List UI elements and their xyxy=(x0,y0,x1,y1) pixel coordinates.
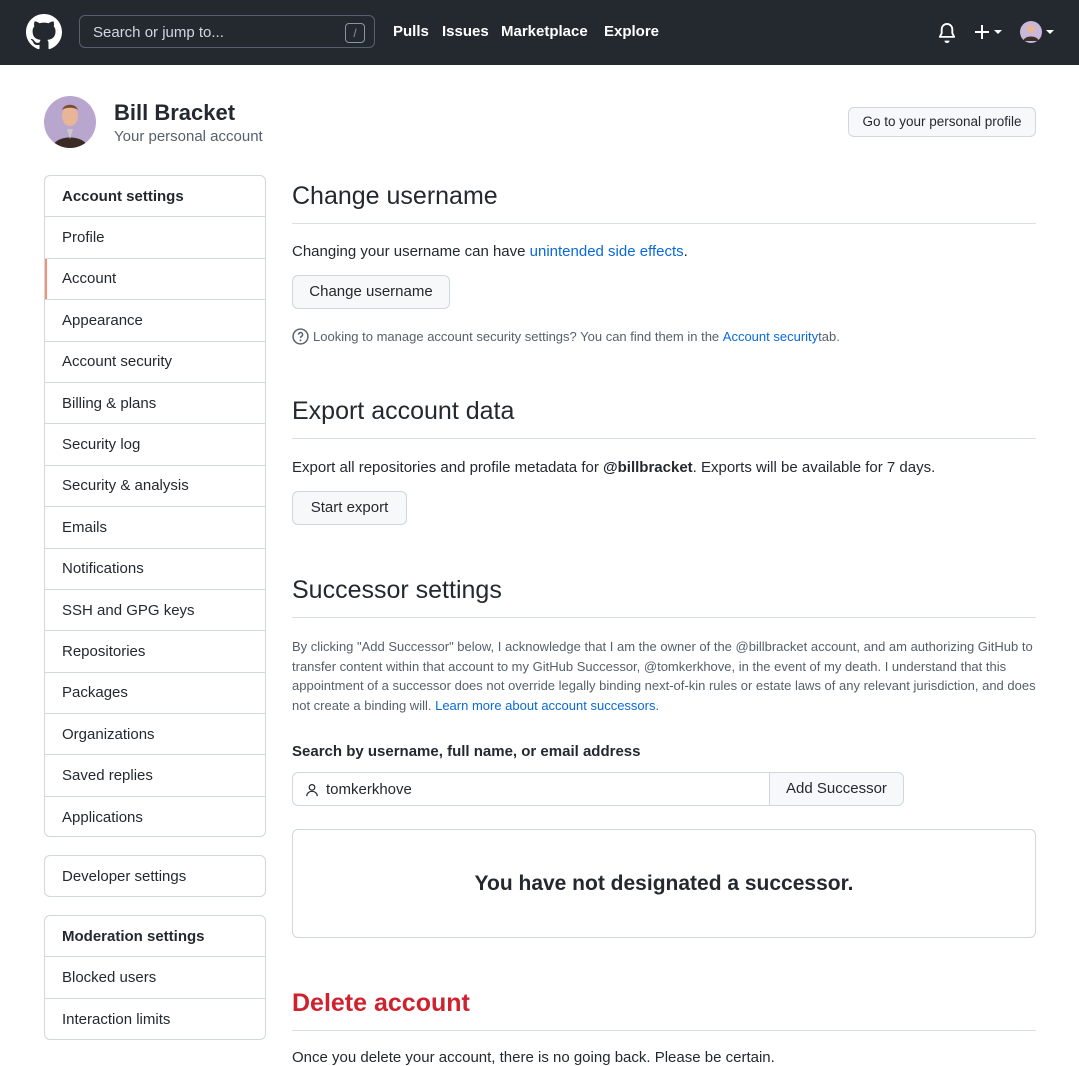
sidebar-item-saved-replies[interactable]: Saved replies xyxy=(45,755,265,796)
menu-heading-moderation-settings: Moderation settings xyxy=(45,916,265,957)
user-avatar-menu-icon[interactable] xyxy=(1019,20,1055,44)
successor-search-value: tomkerkhove xyxy=(326,781,412,798)
successor-disclaimer-text: By clicking "Add Successor" below, I acknowledge that I am the owner of the @billbracket account, and am authorizing GitHub to transfer content within that account to my GitHub Successor, @tomkerkhove, in the event of my death. I understand that this appointment of a successor does not override legally binding next-of-kin rules or estate laws of any relevant jurisdiction, and does not create a binding will. xyxy=(292,639,1036,714)
avatar xyxy=(44,96,96,148)
sidebar-item-appearance[interactable]: Appearance xyxy=(45,300,265,341)
sidebar-item-developer-settings[interactable]: Developer settings xyxy=(62,867,187,885)
change-username-text-before: Changing your username can have xyxy=(292,243,530,260)
account-subtitle: Your personal account xyxy=(114,128,263,145)
nav-issues[interactable]: Issues xyxy=(442,23,489,40)
start-export-button[interactable]: Start export xyxy=(292,491,407,525)
go-to-profile-button[interactable]: Go to your personal profile xyxy=(848,107,1036,137)
sidebar-item-billing[interactable]: Billing & plans xyxy=(45,383,265,424)
search-placeholder: Search or jump to... xyxy=(93,24,224,41)
sidebar-item-ssh-gpg-keys[interactable]: SSH and GPG keys xyxy=(45,590,265,631)
moderation-settings-menu xyxy=(44,915,266,1040)
sidebar-item-repositories[interactable]: Repositories xyxy=(45,631,265,672)
account-security-link[interactable]: Account security xyxy=(722,329,819,344)
section-title-change-username: Change username xyxy=(292,182,498,210)
sidebar-item-security-analysis[interactable]: Security & analysis xyxy=(45,466,265,507)
no-successor-message: You have not designated a successor. xyxy=(474,872,854,895)
user-photo xyxy=(44,96,96,148)
successor-search-input[interactable] xyxy=(292,772,770,806)
question-icon xyxy=(292,328,309,345)
section-title-successor: Successor settings xyxy=(292,576,502,604)
account-name: Bill Bracket xyxy=(114,100,236,125)
create-new-plus-icon[interactable] xyxy=(973,20,1005,44)
divider xyxy=(292,223,1036,224)
menu-heading-account-settings: Account settings xyxy=(45,176,265,217)
sidebar-item-applications[interactable]: Applications xyxy=(62,809,143,827)
successor-disclaimer xyxy=(292,637,1036,716)
sidebar-item-blocked-users[interactable]: Blocked users xyxy=(45,957,265,998)
learn-more-successors-link[interactable]: Learn more about account successors. xyxy=(435,698,660,714)
export-text-after: . Exports will be available for 7 days. xyxy=(692,459,936,476)
divider xyxy=(292,438,1036,439)
keyboard-shortcut-badge: / xyxy=(345,23,365,43)
bell-icon[interactable] xyxy=(937,23,957,43)
sidebar-item-organizations[interactable]: Organizations xyxy=(45,714,265,755)
unintended-side-effects-link[interactable]: unintended side effects xyxy=(529,243,684,260)
sidebar-item-notifications[interactable]: Notifications xyxy=(45,549,265,590)
delete-account-text: Once you delete your account, there is no going back. Please be certain. xyxy=(292,1049,775,1066)
sidebar-item-profile[interactable]: Profile xyxy=(45,217,265,258)
sidebar-item-account[interactable]: Account xyxy=(45,259,265,300)
nav-explore[interactable]: Explore xyxy=(604,23,660,40)
divider xyxy=(292,617,1036,618)
section-title-export: Export account data xyxy=(292,397,515,425)
account-settings-menu xyxy=(44,175,266,837)
search-input[interactable] xyxy=(79,15,375,48)
divider xyxy=(292,1030,1036,1031)
export-text-before: Export all repositories and profile metadata for xyxy=(292,459,603,476)
note-text-after: tab. xyxy=(818,329,840,344)
github-logo-icon[interactable] xyxy=(26,14,62,50)
section-title-delete-account: Delete account xyxy=(292,989,470,1017)
successor-search-label: Search by username, full name, or email address xyxy=(292,743,641,760)
nav-marketplace[interactable]: Marketplace xyxy=(501,23,588,40)
person-icon xyxy=(305,783,319,797)
change-username-button[interactable]: Change username xyxy=(292,275,450,309)
successor-empty-state xyxy=(292,829,1036,938)
note-text-before: Looking to manage account security settings? You can find them in the xyxy=(313,329,720,344)
sidebar-item-packages[interactable]: Packages xyxy=(45,673,265,714)
sidebar-item-security-log[interactable]: Security log xyxy=(45,424,265,465)
sidebar-item-interaction-limits[interactable]: Interaction limits xyxy=(62,1010,171,1028)
top-header xyxy=(0,0,1079,65)
change-username-text xyxy=(292,243,688,260)
account-security-note xyxy=(292,328,840,345)
developer-settings-menu xyxy=(44,855,266,897)
change-username-text-after: . xyxy=(683,243,688,260)
sidebar-item-emails[interactable]: Emails xyxy=(45,507,265,548)
add-successor-button[interactable]: Add Successor xyxy=(769,772,904,806)
export-text xyxy=(292,459,935,476)
sidebar-item-account-security[interactable]: Account security xyxy=(45,342,265,383)
export-handle: @billbracket xyxy=(603,459,693,476)
nav-pulls[interactable]: Pulls xyxy=(393,23,429,40)
